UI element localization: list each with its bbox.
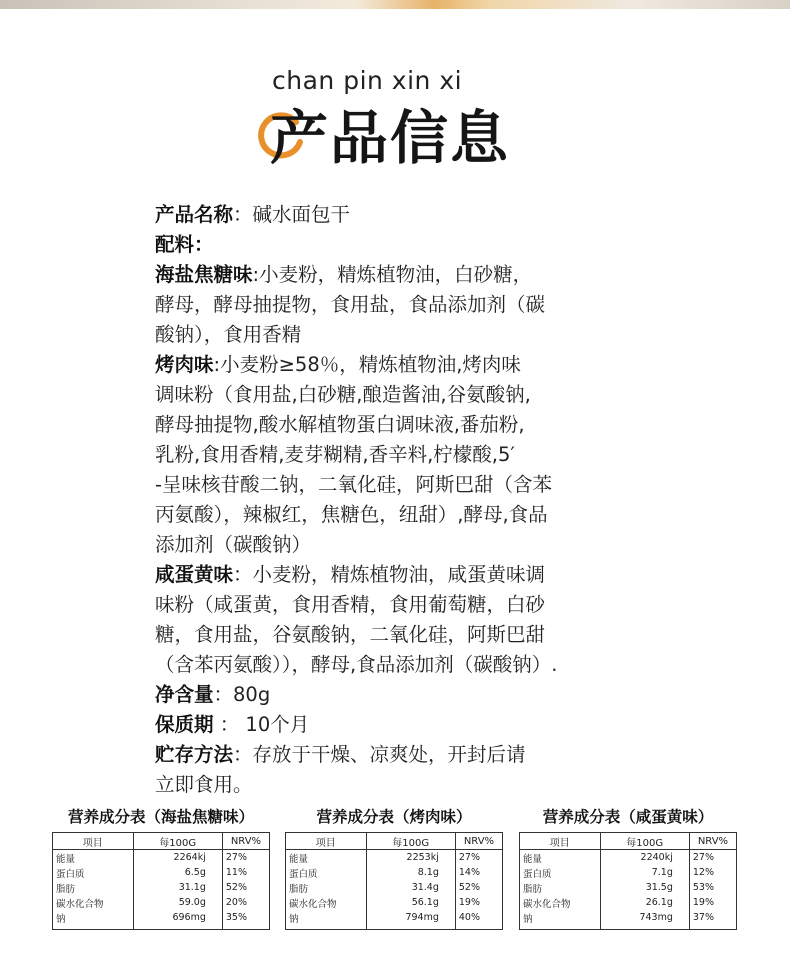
table-header-row <box>286 833 503 850</box>
shelf-life-value: ： 10个月 <box>213 713 310 736</box>
nutrient-amount: 2264kj <box>133 850 222 866</box>
table-row <box>520 865 737 880</box>
column-header: NRV% <box>689 833 736 850</box>
flavor2-label: 烤肉味 <box>155 353 214 376</box>
flavor1-text: 酵母，酵母抽提物，食用盐，食品添加剂（碳 <box>155 293 546 316</box>
flavor1-row <box>155 260 675 290</box>
table-row <box>53 910 270 930</box>
nutrient-amount: 696mg <box>133 910 222 930</box>
flavor3-text: ：小麦粉，精炼植物油，咸蛋黄味调 <box>233 563 546 586</box>
nutrient-name: 蛋白质 <box>286 865 367 880</box>
nutrient-nrv: 27% <box>692 852 714 863</box>
nutrient-name: 能量 <box>520 850 601 866</box>
shelf-life-label: 保质期 <box>155 713 214 736</box>
table-row <box>53 895 270 910</box>
table-row <box>286 895 503 910</box>
nutrient-amount: 2253kj <box>366 850 455 866</box>
nutrient-amount: 7.1g <box>600 865 689 880</box>
nutrient-name: 能量 <box>286 850 367 866</box>
table-row <box>520 880 737 895</box>
flavor3-text: 糖，食用盐，谷氨酸钠，二氧化硅，阿斯巴甜 <box>155 623 546 646</box>
table-header-row <box>53 833 270 850</box>
nutrient-name: 钠 <box>286 910 367 930</box>
storage-label: 贮存方法 <box>155 743 234 766</box>
nutrient-nrv: 14% <box>458 867 480 878</box>
flavor2-text: 酵母抽提物,酸水解植物蛋白调味液,番茄粉, <box>155 413 525 436</box>
nutrient-nrv: 40% <box>458 912 480 923</box>
flavor2-text: -呈味核苷酸二钠，二氧化硅，阿斯巴甜（含苯 <box>155 473 553 496</box>
flavor2-text: :小麦粉≥58％，精炼植物油,烤肉味 <box>213 353 521 376</box>
nutrient-name: 钠 <box>520 910 601 930</box>
nutrient-amount: 743mg <box>600 910 689 930</box>
product-info <box>155 200 675 800</box>
nutrient-amount: 59.0g <box>133 895 222 910</box>
net-content-row <box>155 680 675 710</box>
nutrient-nrv: 19% <box>458 897 480 908</box>
nutrition-table-sea-salt-caramel <box>52 805 270 930</box>
storage-text: ：存放于干燥、凉爽处，开封后请 <box>233 743 526 766</box>
nutrient-name: 蛋白质 <box>53 865 134 880</box>
table-row <box>286 850 503 866</box>
nutrient-name: 钠 <box>53 910 134 930</box>
nutrient-name: 能量 <box>53 850 134 866</box>
flavor3-row <box>155 560 675 590</box>
table-header-row <box>520 833 737 850</box>
top-banner-strip <box>0 0 790 9</box>
nutrition-table-title: 营养成分表（烤肉味） <box>316 808 472 826</box>
flavor3-text: 味粉（咸蛋黄，食用香精，食用葡萄糖，白砂 <box>155 593 546 616</box>
table-row <box>53 880 270 895</box>
flavor2-text: 添加剂（碳酸钠） <box>155 533 312 556</box>
page-title: 产品信息 <box>270 104 511 172</box>
table-row <box>53 850 270 866</box>
flavor1-text: :小麦粉，精炼植物油，白砂糖， <box>252 263 533 286</box>
flavor2-text: 乳粉,食用香精,麦芽糊精,香辛料,柠檬酸,5′ <box>155 443 515 466</box>
flavor2-text: 丙氨酸），辣椒红，焦糖色，纽甜）,酵母,食品 <box>155 503 548 526</box>
storage-text: 立即食用。 <box>155 773 253 796</box>
ingredients-label: 配料 <box>155 233 195 256</box>
column-header: 项目 <box>53 833 134 850</box>
nutrition-table-title: 营养成分表（咸蛋黄味） <box>542 808 714 826</box>
nutrient-nrv: 11% <box>225 867 247 878</box>
nutrient-amount: 31.5g <box>600 880 689 895</box>
ingredients-row <box>155 230 675 260</box>
nutrient-nrv: 53% <box>692 882 714 893</box>
pinyin-heading: chan pin xin xi <box>272 66 463 95</box>
nutrient-name: 碳水化合物 <box>520 895 601 910</box>
nutrient-amount: 6.5g <box>133 865 222 880</box>
nutrient-amount: 31.1g <box>133 880 222 895</box>
nutrient-amount: 794mg <box>366 910 455 930</box>
table-row <box>520 895 737 910</box>
flavor2-row <box>155 350 675 380</box>
nutrition-grid <box>519 832 737 930</box>
shelf-life-row <box>155 710 675 740</box>
flavor3-label: 咸蛋黄味 <box>155 563 234 586</box>
nutrient-nrv: 19% <box>692 897 714 908</box>
ingredients-colon: ： <box>194 233 214 256</box>
flavor3-text: （含苯丙氨酸）），酵母,食品添加剂（碳酸钠）. <box>155 653 558 676</box>
nutrient-name: 脂肪 <box>520 880 601 895</box>
nutrient-amount: 31.4g <box>366 880 455 895</box>
table-row <box>286 910 503 930</box>
nutrient-name: 碳水化合物 <box>53 895 134 910</box>
net-content-label: 净含量 <box>155 683 214 706</box>
nutrient-name: 碳水化合物 <box>286 895 367 910</box>
table-row <box>520 910 737 930</box>
storage-row <box>155 740 675 770</box>
flavor2-text: 调味粉（食用盐,白砂糖,酿造酱油,谷氨酸钠, <box>155 383 531 406</box>
nutrient-name: 蛋白质 <box>520 865 601 880</box>
nutrient-nrv: 37% <box>692 912 714 923</box>
product-name-label: 产品名称 <box>155 203 234 226</box>
flavor1-text: 酸钠），食用香精 <box>155 323 302 346</box>
column-header: NRV% <box>455 833 502 850</box>
nutrient-amount: 56.1g <box>366 895 455 910</box>
product-name-row <box>155 200 675 230</box>
nutrition-table-title: 营养成分表（海盐焦糖味） <box>67 808 254 826</box>
nutrition-table-salted-egg-yolk <box>519 805 737 930</box>
flavor1-label: 海盐焦糖味 <box>155 263 253 286</box>
nutrient-nrv: 52% <box>225 882 247 893</box>
column-header: 每100G <box>600 833 689 850</box>
table-row <box>286 880 503 895</box>
table-row <box>520 850 737 866</box>
nutrient-amount: 2240kj <box>600 850 689 866</box>
nutrition-grid <box>285 832 503 930</box>
product-name-value: ：碱水面包干 <box>233 203 351 226</box>
nutrition-table-bbq <box>285 805 503 930</box>
nutrient-nrv: 35% <box>225 912 247 923</box>
column-header: 项目 <box>286 833 367 850</box>
nutrient-amount: 8.1g <box>366 865 455 880</box>
nutrition-grid <box>52 832 270 930</box>
nutrient-nrv: 12% <box>692 867 714 878</box>
nutrient-name: 脂肪 <box>53 880 134 895</box>
nutrient-nrv: 27% <box>458 852 480 863</box>
column-header: 每100G <box>133 833 222 850</box>
column-header: 项目 <box>520 833 601 850</box>
nutrient-nrv: 20% <box>225 897 247 908</box>
table-row <box>286 865 503 880</box>
net-content-value: ：80g <box>213 683 271 706</box>
column-header: NRV% <box>222 833 269 850</box>
table-row <box>53 865 270 880</box>
column-header: 每100G <box>366 833 455 850</box>
nutrient-nrv: 27% <box>225 852 247 863</box>
nutrient-name: 脂肪 <box>286 880 367 895</box>
nutrient-nrv: 52% <box>458 882 480 893</box>
nutrition-tables <box>52 805 752 945</box>
nutrient-amount: 26.1g <box>600 895 689 910</box>
